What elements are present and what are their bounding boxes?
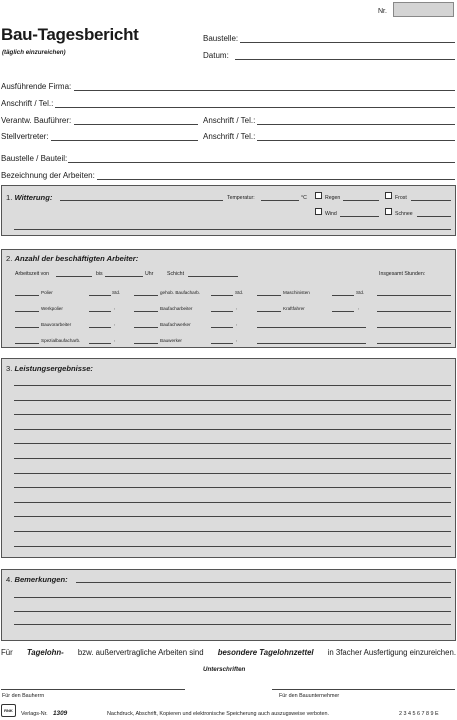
bemerkungen-section <box>1 569 456 641</box>
witterung-title: 1. Witterung: <box>6 193 53 202</box>
leistung-line[interactable] <box>14 473 451 474</box>
bauvorarbeiter-count[interactable] <box>15 327 39 328</box>
witterung-extra-line[interactable] <box>14 229 451 230</box>
bauwerker-label: Bauwerker <box>160 338 182 343</box>
baufachwerker-label: Baufachwerker <box>160 322 191 327</box>
gehob-std[interactable] <box>211 295 233 296</box>
std-label: Std. <box>112 290 121 295</box>
baufacharbeiter-count[interactable] <box>134 311 158 312</box>
comma-mark: , <box>114 321 116 326</box>
leistung-line[interactable] <box>14 531 451 532</box>
footer-notice: Für Tagelohn- bzw. außervertragliche Arbeiten sind besondere Tagelohnzettel in 3facher Ausfertigung einzureichen. <box>1 648 456 657</box>
frost-checkbox[interactable] <box>385 192 392 199</box>
anschrift-field[interactable] <box>55 107 455 108</box>
extra-line-3[interactable] <box>257 327 366 328</box>
arbeiter-title: 2. Anzahl der beschäftigten Arbeiter: <box>6 254 139 263</box>
comma-mark: , <box>236 337 238 342</box>
stellvertreter-field[interactable] <box>51 140 198 141</box>
bemerkungen-line[interactable] <box>14 611 451 612</box>
comma-mark: , <box>358 305 360 310</box>
copyright-notice: Nachdruck, Abschrift, Kopieren und elektronische Speicherung auch auszugsweise verboten. <box>107 711 330 717</box>
extra-line-4[interactable] <box>257 343 366 344</box>
leistung-line[interactable] <box>14 458 451 459</box>
bauwerker-std[interactable] <box>211 343 233 344</box>
bemerkungen-title: 4. Bemerkungen: <box>6 575 68 584</box>
leistung-line[interactable] <box>14 414 451 415</box>
anschrift3-label: Anschrift / Tel.: <box>203 132 256 141</box>
leistung-title: 3. Leistungsergebnisse: <box>6 364 93 373</box>
stellvertreter-label: Stellvertreter: <box>1 132 49 141</box>
kraftfahrer-label: Kraftfahrer <box>283 306 305 311</box>
bauvorarbeiter-label: Bauvorarbeiter <box>41 322 72 327</box>
total-line-1[interactable] <box>377 295 451 296</box>
bauvorarbeiter-std[interactable] <box>89 327 111 328</box>
baufacharbeiter-std[interactable] <box>211 311 233 312</box>
schicht-field[interactable] <box>188 276 238 277</box>
spezialbaufacharb-label: Spezialbaufacharb. <box>41 338 81 343</box>
bemerkungen-line[interactable] <box>76 582 451 583</box>
schicht-label: Schicht <box>167 271 185 277</box>
celsius-label: °C <box>301 195 307 201</box>
leistung-line[interactable] <box>14 429 451 430</box>
bauunternehmer-signature-line[interactable] <box>272 689 455 690</box>
bis-label: bis <box>96 271 103 277</box>
wind-checkbox[interactable] <box>315 208 322 215</box>
nr-field[interactable] <box>393 2 454 17</box>
frost-label: Frost <box>395 195 407 201</box>
bauteil-label: Baustelle / Bauteil: <box>1 154 68 163</box>
anschrift3-field[interactable] <box>257 140 455 141</box>
total-line-2[interactable] <box>377 311 451 312</box>
regen-label: Regen <box>325 195 341 201</box>
frost-field[interactable] <box>411 200 451 201</box>
publisher-logo: RNK <box>1 704 16 717</box>
schnee-field[interactable] <box>417 216 451 217</box>
bezeichnung-field[interactable] <box>97 179 455 180</box>
bauunternehmer-label: Für den Bauunternehmer <box>279 693 340 699</box>
temperatur-field[interactable] <box>261 200 299 201</box>
print-code: 2 3 4 5 6 7 8 9 E <box>399 711 439 717</box>
comma-mark: , <box>236 321 238 326</box>
maschinisten-std[interactable] <box>332 295 354 296</box>
page-title: Bau-Tagesbericht <box>1 25 139 44</box>
datum-label: Datum: <box>203 51 229 60</box>
maschinisten-count[interactable] <box>257 295 281 296</box>
nr-label: Nr. <box>378 8 387 15</box>
wind-label: Wind <box>325 211 337 217</box>
anschrift2-field[interactable] <box>257 124 455 125</box>
werkpolier-count[interactable] <box>15 311 39 312</box>
baufachwerker-std[interactable] <box>211 327 233 328</box>
anschrift2-label: Anschrift / Tel.: <box>203 116 256 125</box>
spezialbaufacharb-count[interactable] <box>15 343 39 344</box>
arbeitszeit-bis-field[interactable] <box>105 276 143 277</box>
spezialbaufacharb-std[interactable] <box>89 343 111 344</box>
baufachwerker-count[interactable] <box>134 327 158 328</box>
leistung-line[interactable] <box>14 516 451 517</box>
bemerkungen-line[interactable] <box>14 597 451 598</box>
schnee-label: Schnee <box>395 211 413 217</box>
polier-std[interactable] <box>89 295 111 296</box>
verlag-label: Verlags-Nr. <box>21 711 48 717</box>
werkpolier-std[interactable] <box>89 311 111 312</box>
page-subtitle: (täglich einzureichen) <box>2 49 66 56</box>
leistung-line[interactable] <box>14 546 451 547</box>
maschinisten-label: Maschinisten <box>283 290 310 295</box>
std-label: Std. <box>356 290 365 295</box>
total-line-4[interactable] <box>377 343 451 344</box>
bauführer-field[interactable] <box>74 124 198 125</box>
kraftfahrer-std[interactable] <box>332 311 354 312</box>
comma-mark: , <box>114 305 116 310</box>
total-line-3[interactable] <box>377 327 451 328</box>
arbeitszeit-von-field[interactable] <box>56 276 92 277</box>
regen-field[interactable] <box>343 200 379 201</box>
bauherrn-label: Für den Bauherrn <box>2 693 45 699</box>
verlag-number: 1309 <box>53 710 68 717</box>
polier-label: Polier <box>41 290 53 295</box>
gehob-label: gehob. Baufacharb. <box>160 290 201 295</box>
comma-mark: , <box>236 305 238 310</box>
arbeitszeit-label: Arbeitszeit von <box>15 271 50 277</box>
leistung-line[interactable] <box>14 400 451 401</box>
bemerkungen-line[interactable] <box>14 624 451 625</box>
uhr-label: Uhr <box>145 271 154 277</box>
bezeichnung-label: Bezeichnung der Arbeiten: <box>1 171 95 180</box>
comma-mark: , <box>114 337 116 342</box>
regen-checkbox[interactable] <box>315 192 322 199</box>
baustelle-label: Baustelle: <box>203 34 239 43</box>
schnee-checkbox[interactable] <box>385 208 392 215</box>
kraftfahrer-count[interactable] <box>257 311 281 312</box>
bauherrn-signature-line[interactable] <box>1 689 185 690</box>
datum-field[interactable] <box>235 59 455 60</box>
firma-field[interactable] <box>74 90 455 91</box>
bauführer-label: Verantw. Bauführer: <box>1 116 72 125</box>
bauteil-field[interactable] <box>68 162 455 163</box>
wind-field[interactable] <box>340 216 379 217</box>
witterung-field[interactable] <box>60 200 223 201</box>
arbeiter-section <box>1 249 456 348</box>
werkpolier-label: Werkpolier <box>41 306 63 311</box>
temperatur-label: Temperatur: <box>227 195 255 201</box>
bauwerker-count[interactable] <box>134 343 158 344</box>
baustelle-field[interactable] <box>240 42 455 43</box>
std-label: Std. <box>235 290 244 295</box>
anschrift-label: Anschrift / Tel.: <box>1 99 54 108</box>
gehob-count[interactable] <box>134 295 158 296</box>
insgesamt-label: Insgesamt Stunden: <box>379 271 426 277</box>
polier-count[interactable] <box>15 295 39 296</box>
leistung-line[interactable] <box>14 502 451 503</box>
leistung-line[interactable] <box>14 487 451 488</box>
signatures-heading: Unterschriften <box>203 666 246 673</box>
baufacharbeiter-label: Baufacharbeiter <box>160 306 193 311</box>
firma-label: Ausführende Firma: <box>1 82 72 91</box>
leistung-line[interactable] <box>14 443 451 444</box>
leistung-line[interactable] <box>14 385 451 386</box>
